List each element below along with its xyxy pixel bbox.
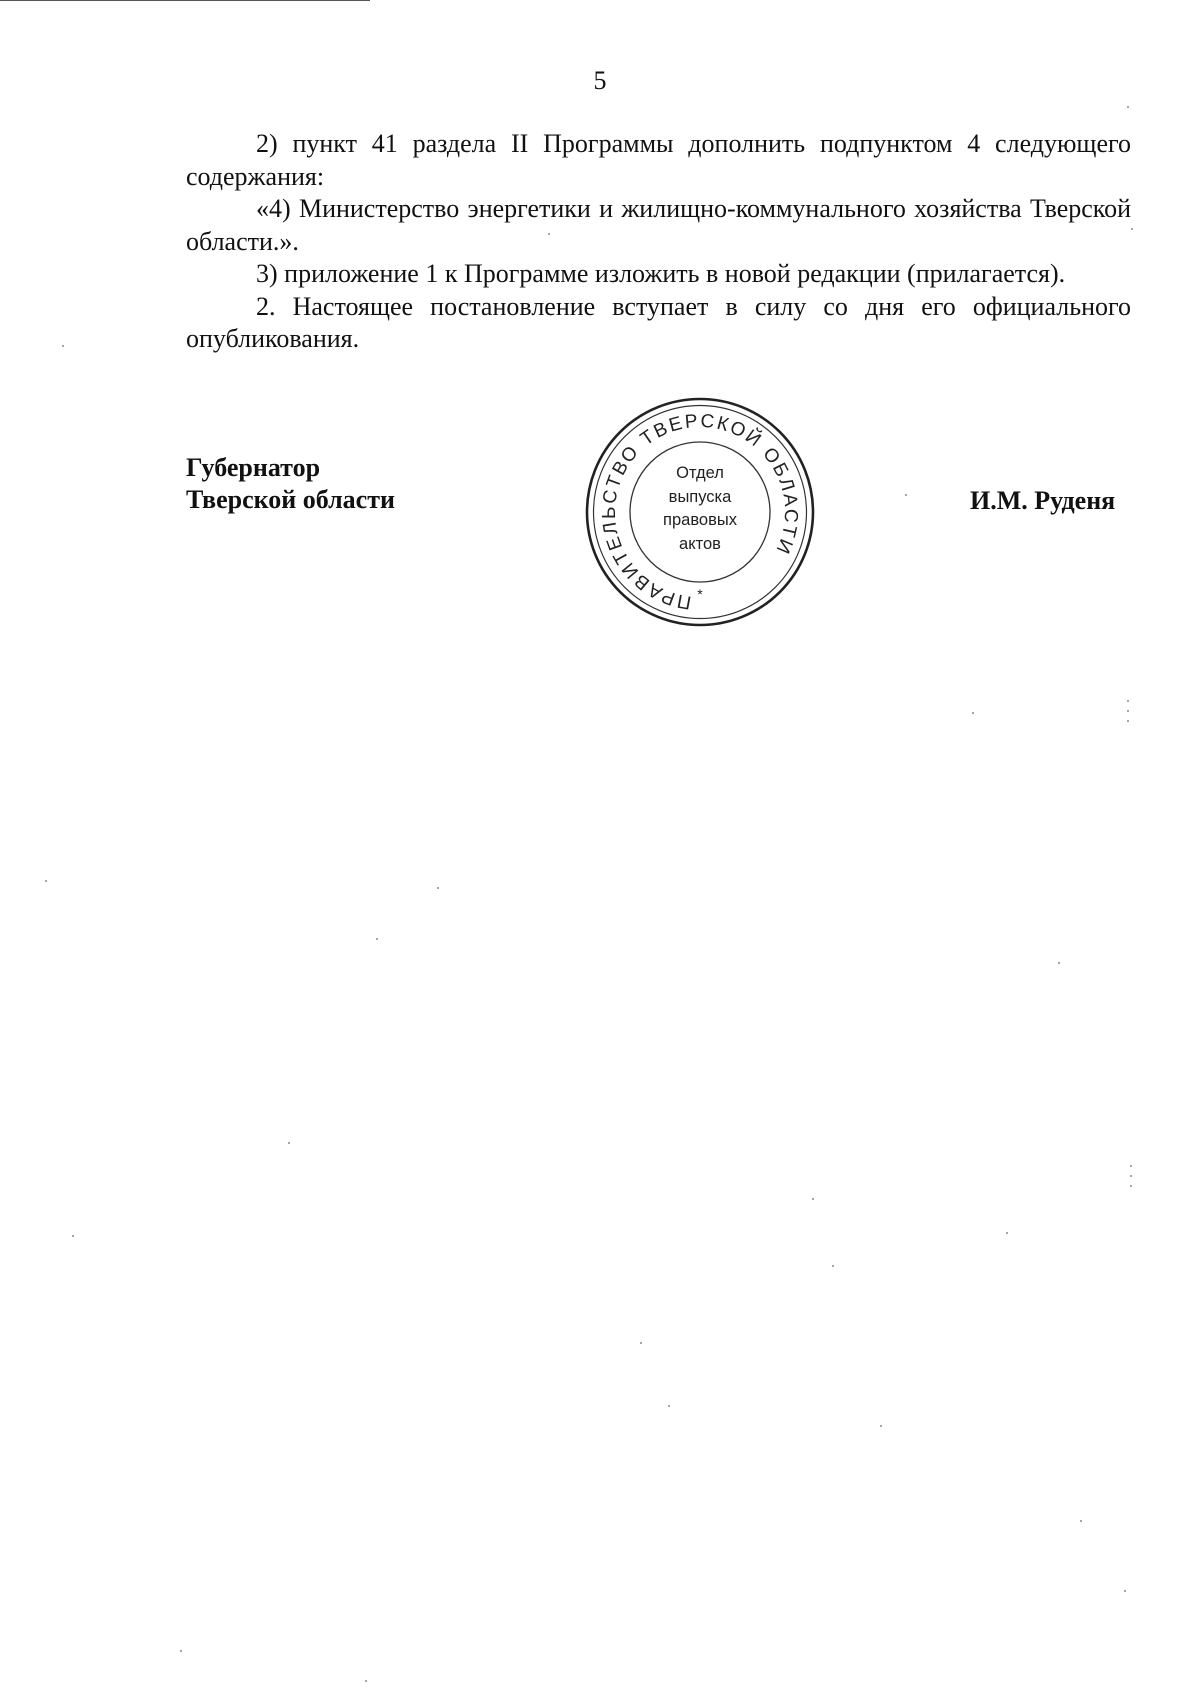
paragraph-effective-date: 2. Настоящее постановление вступает в силу со дня его официального опубликования. [186,291,1131,353]
scan-speck [1127,720,1129,722]
scan-speck [640,1342,642,1344]
seal-center-text [580,462,820,556]
paragraph-item-2: 2) пункт 41 раздела II Программы дополнить подпунктом 4 следующего содержания: [186,129,1131,191]
seal-ring-text: ПРАВИТЕЛЬСТВО ТВЕРСКОЙ ОБЛАСТИ [598,410,802,613]
scan-speck [548,233,550,235]
scan-edge-line [0,0,370,1]
seal-center-line-3: правовых [663,511,737,529]
scan-speck [972,712,974,714]
page-number: 5 [593,66,607,95]
scan-speck [1127,710,1129,712]
signatory-title [186,452,395,516]
seal-center-line-2: выпуска [668,487,732,506]
scan-speck [1131,228,1133,230]
scan-speck [668,1405,670,1407]
scan-speck [45,880,47,882]
scan-speck [180,1650,182,1652]
scan-speck [1080,1520,1082,1522]
signatory-title-line-1: Губернатор [186,453,321,482]
seal-center-line-1: Отдел [676,464,724,482]
scan-speck [365,1680,367,1682]
seal-center-line-4: актов [679,534,721,553]
scan-speck [1127,106,1129,108]
scan-speck [880,1425,882,1427]
scan-speck [812,1198,814,1200]
signatory-name: И.М. Руденя [970,486,1116,515]
paragraph-subitem-4-quote: «4) Министерство энергетики и жилищно-коммунального хозяйства Тверской области.». [186,194,1131,256]
scan-speck [437,887,439,889]
scan-speck [376,938,378,940]
scan-speck [1130,1175,1132,1177]
official-seal [580,392,820,632]
scan-speck [1130,1185,1132,1187]
paragraph-item-3: 3) приложение 1 к Программе изложить в новой редакции (прилагается). [256,259,1066,288]
seal-star: * [697,586,703,602]
scan-speck [1127,700,1129,702]
scan-speck [1006,1232,1008,1234]
document-body [186,128,1131,356]
scan-speck [832,1265,834,1267]
scan-speck [1124,1590,1126,1592]
scan-speck [1130,1165,1132,1167]
scan-speck [288,1142,290,1144]
scan-speck [1058,962,1060,964]
scan-speck [905,494,907,496]
scan-speck [62,345,64,347]
signatory-title-line-2: Тверской области [186,485,395,514]
scan-speck [72,1235,74,1237]
